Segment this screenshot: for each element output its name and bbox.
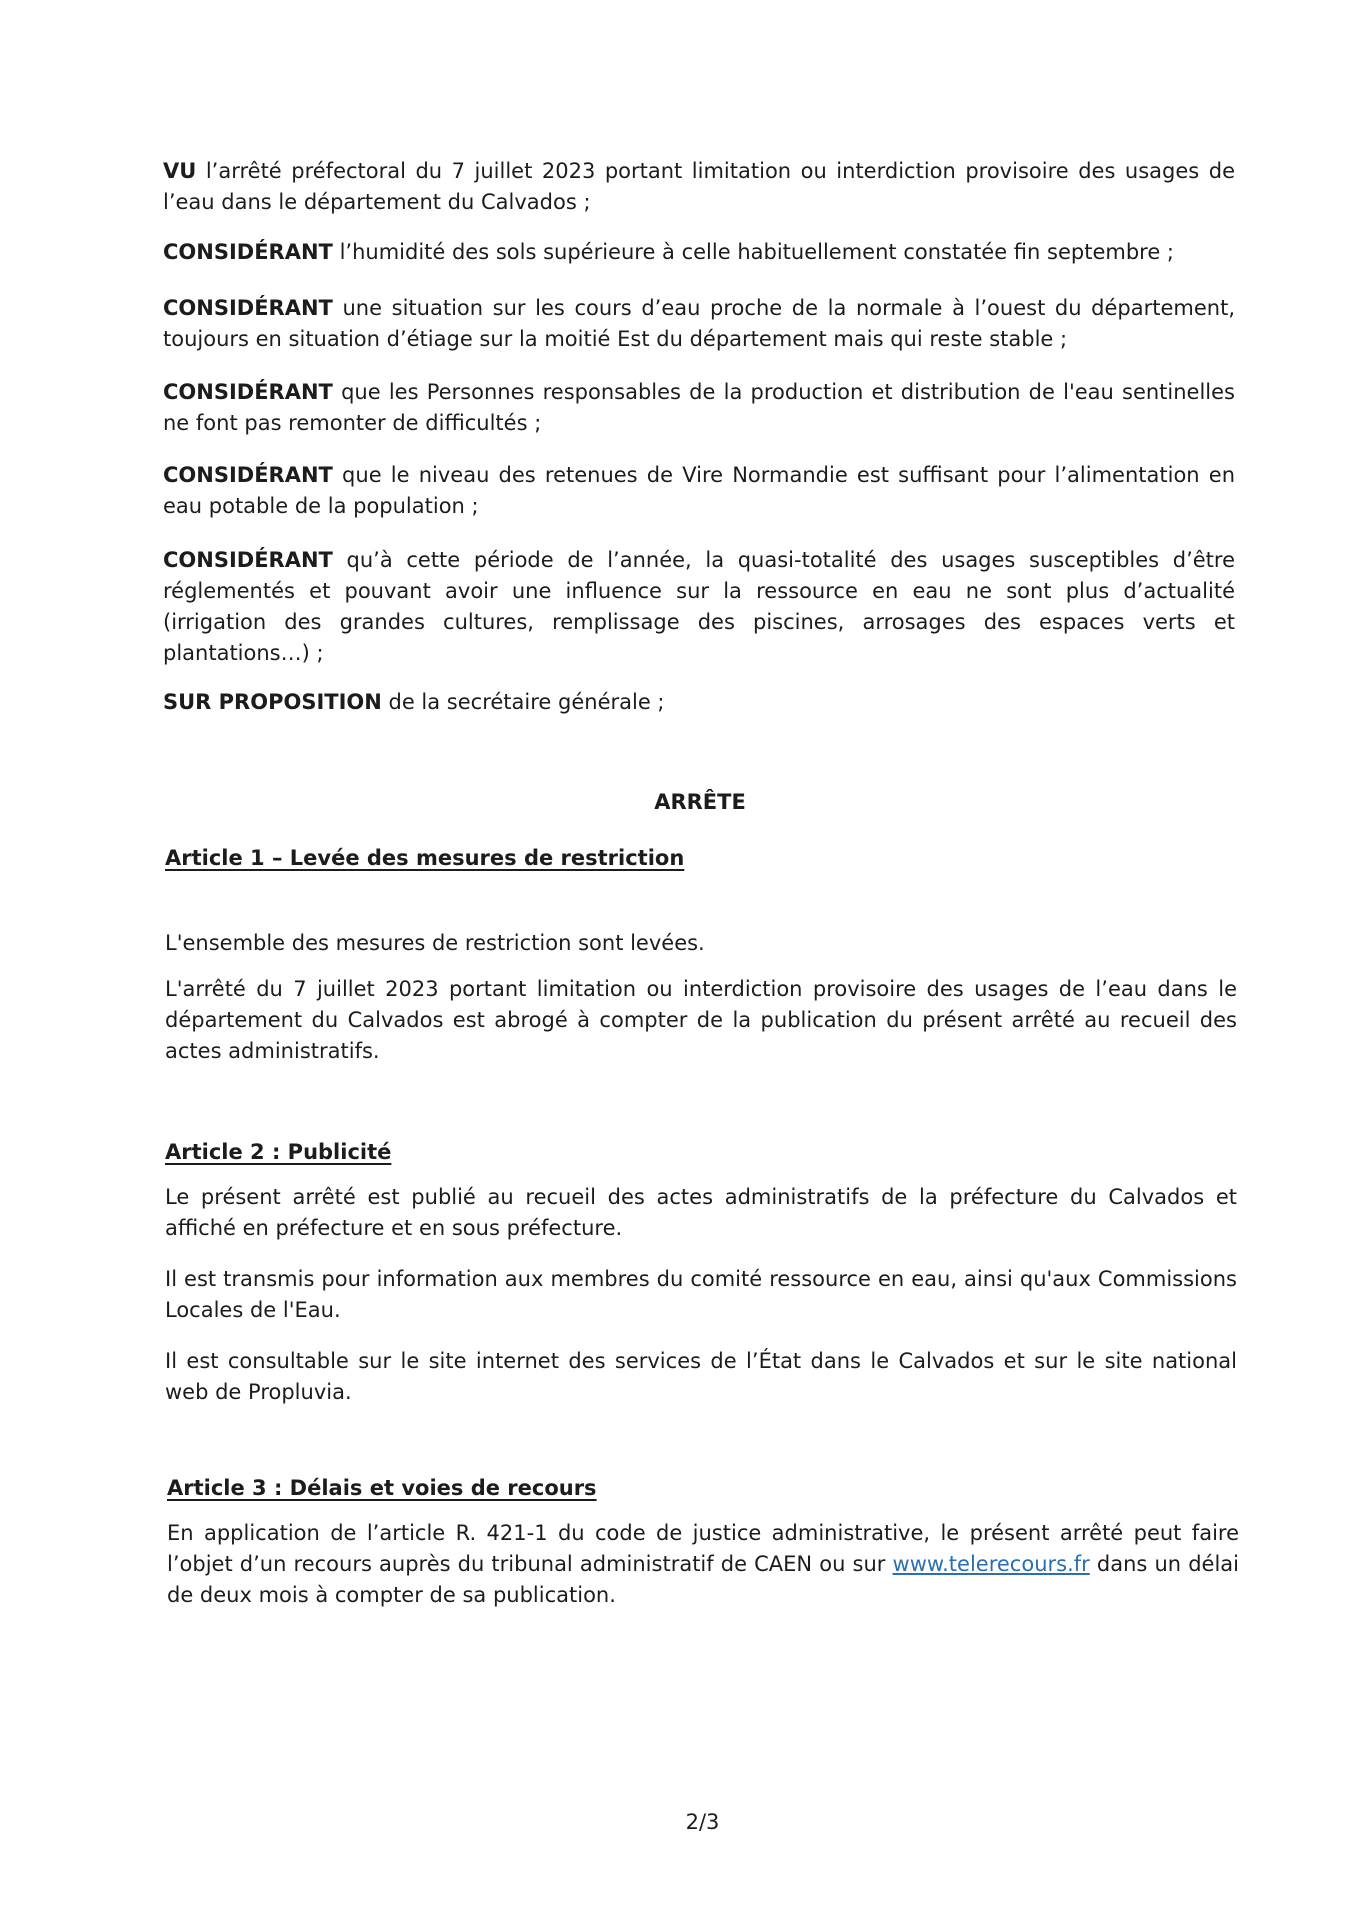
considerant-text: que les Personnes responsables de la production et distribution de l'eau sentinelles ne font pas remonter de difficultés ; — [163, 380, 1235, 435]
article-1-paragraph-1: L'ensemble des mesures de restriction sont levées. — [165, 931, 705, 955]
article-2-paragraph-2: Il est transmis pour information aux membres du comité ressource en eau, ainsi qu'aux Commissions Locales de l'Eau. — [165, 1267, 1237, 1322]
telerecours-link[interactable]: www.telerecours.fr — [892, 1552, 1090, 1576]
considerant-text: l’humidité des sols supérieure à celle habituellement constatée fin septembre ; — [332, 240, 1174, 264]
article-3-heading: Article 3 : Délais et voies de recours — [167, 1476, 597, 1500]
article-2-paragraph-1: Le présent arrêté est publié au recueil des actes administratifs de la préfecture du Calvados et affiché en préfecture et en sous préfecture. — [165, 1185, 1237, 1240]
proposition-text: de la secrétaire générale ; — [381, 690, 665, 714]
vu-paragraph — [163, 156, 1235, 218]
considerant-lead: CONSIDÉRANT — [163, 548, 333, 572]
considerant-lead: CONSIDÉRANT — [163, 240, 333, 264]
page-number: 2/3 — [685, 1810, 720, 1834]
considerant-text: une situation sur les cours d’eau proche de la normale à l’ouest du département, toujours en situation d’étiage sur la moitié Est du département mais qui reste stable ; — [163, 296, 1235, 351]
article-1-heading: Article 1 – Levée des mesures de restriction — [165, 846, 685, 870]
considerant-lead: CONSIDÉRANT — [163, 463, 333, 487]
article-2-heading: Article 2 : Publicité — [165, 1140, 392, 1164]
arrete-title: ARRÊTE — [654, 790, 746, 814]
considerant-1 — [163, 237, 1235, 268]
considerant-3 — [163, 377, 1235, 439]
considerant-4 — [163, 460, 1235, 522]
article-3-paragraph-1: En application de l’article R. 421-1 du code de justice administrative, le présent arrêté peut faire l’objet d’un recours auprès du tribunal administratif de CAEN ou sur www.telerecours.fr dans un délai de deux mois à compter de sa publication. — [167, 1521, 1239, 1607]
article-2-paragraph-3: Il est consultable sur le site internet des services de l’État dans le Calvados et sur le site national web de Propluvia. — [165, 1349, 1237, 1404]
vu-text: l’arrêté préfectoral du 7 juillet 2023 portant limitation ou interdiction provisoire des usages de l’eau dans le département du Calvados ; — [163, 159, 1235, 214]
considerant-text: que le niveau des retenues de Vire Normandie est suffisant pour l’alimentation en eau potable de la population ; — [163, 463, 1235, 518]
considerant-lead: CONSIDÉRANT — [163, 380, 333, 404]
considerant-2 — [163, 293, 1235, 355]
considerant-lead: CONSIDÉRANT — [163, 296, 333, 320]
vu-lead: VU — [163, 159, 197, 183]
considerant-5 — [163, 545, 1235, 669]
article-1-paragraph-2: L'arrêté du 7 juillet 2023 portant limitation ou interdiction provisoire des usages de l’eau dans le département du Calvados est abrogé à compter de la publication du présent arrêté au recueil des actes administratifs. — [165, 977, 1237, 1063]
proposition-lead: SUR PROPOSITION — [163, 690, 382, 714]
considerant-text: qu’à cette période de l’année, la quasi-totalité des usages susceptibles d’être réglementés et pouvant avoir une influence sur la ressource en eau ne sont plus d’actualité (irrigation des grandes cultures, remplissage des piscines, arrosages des espaces verts et plantations…) ; — [163, 548, 1235, 665]
proposition-paragraph — [163, 687, 1235, 718]
